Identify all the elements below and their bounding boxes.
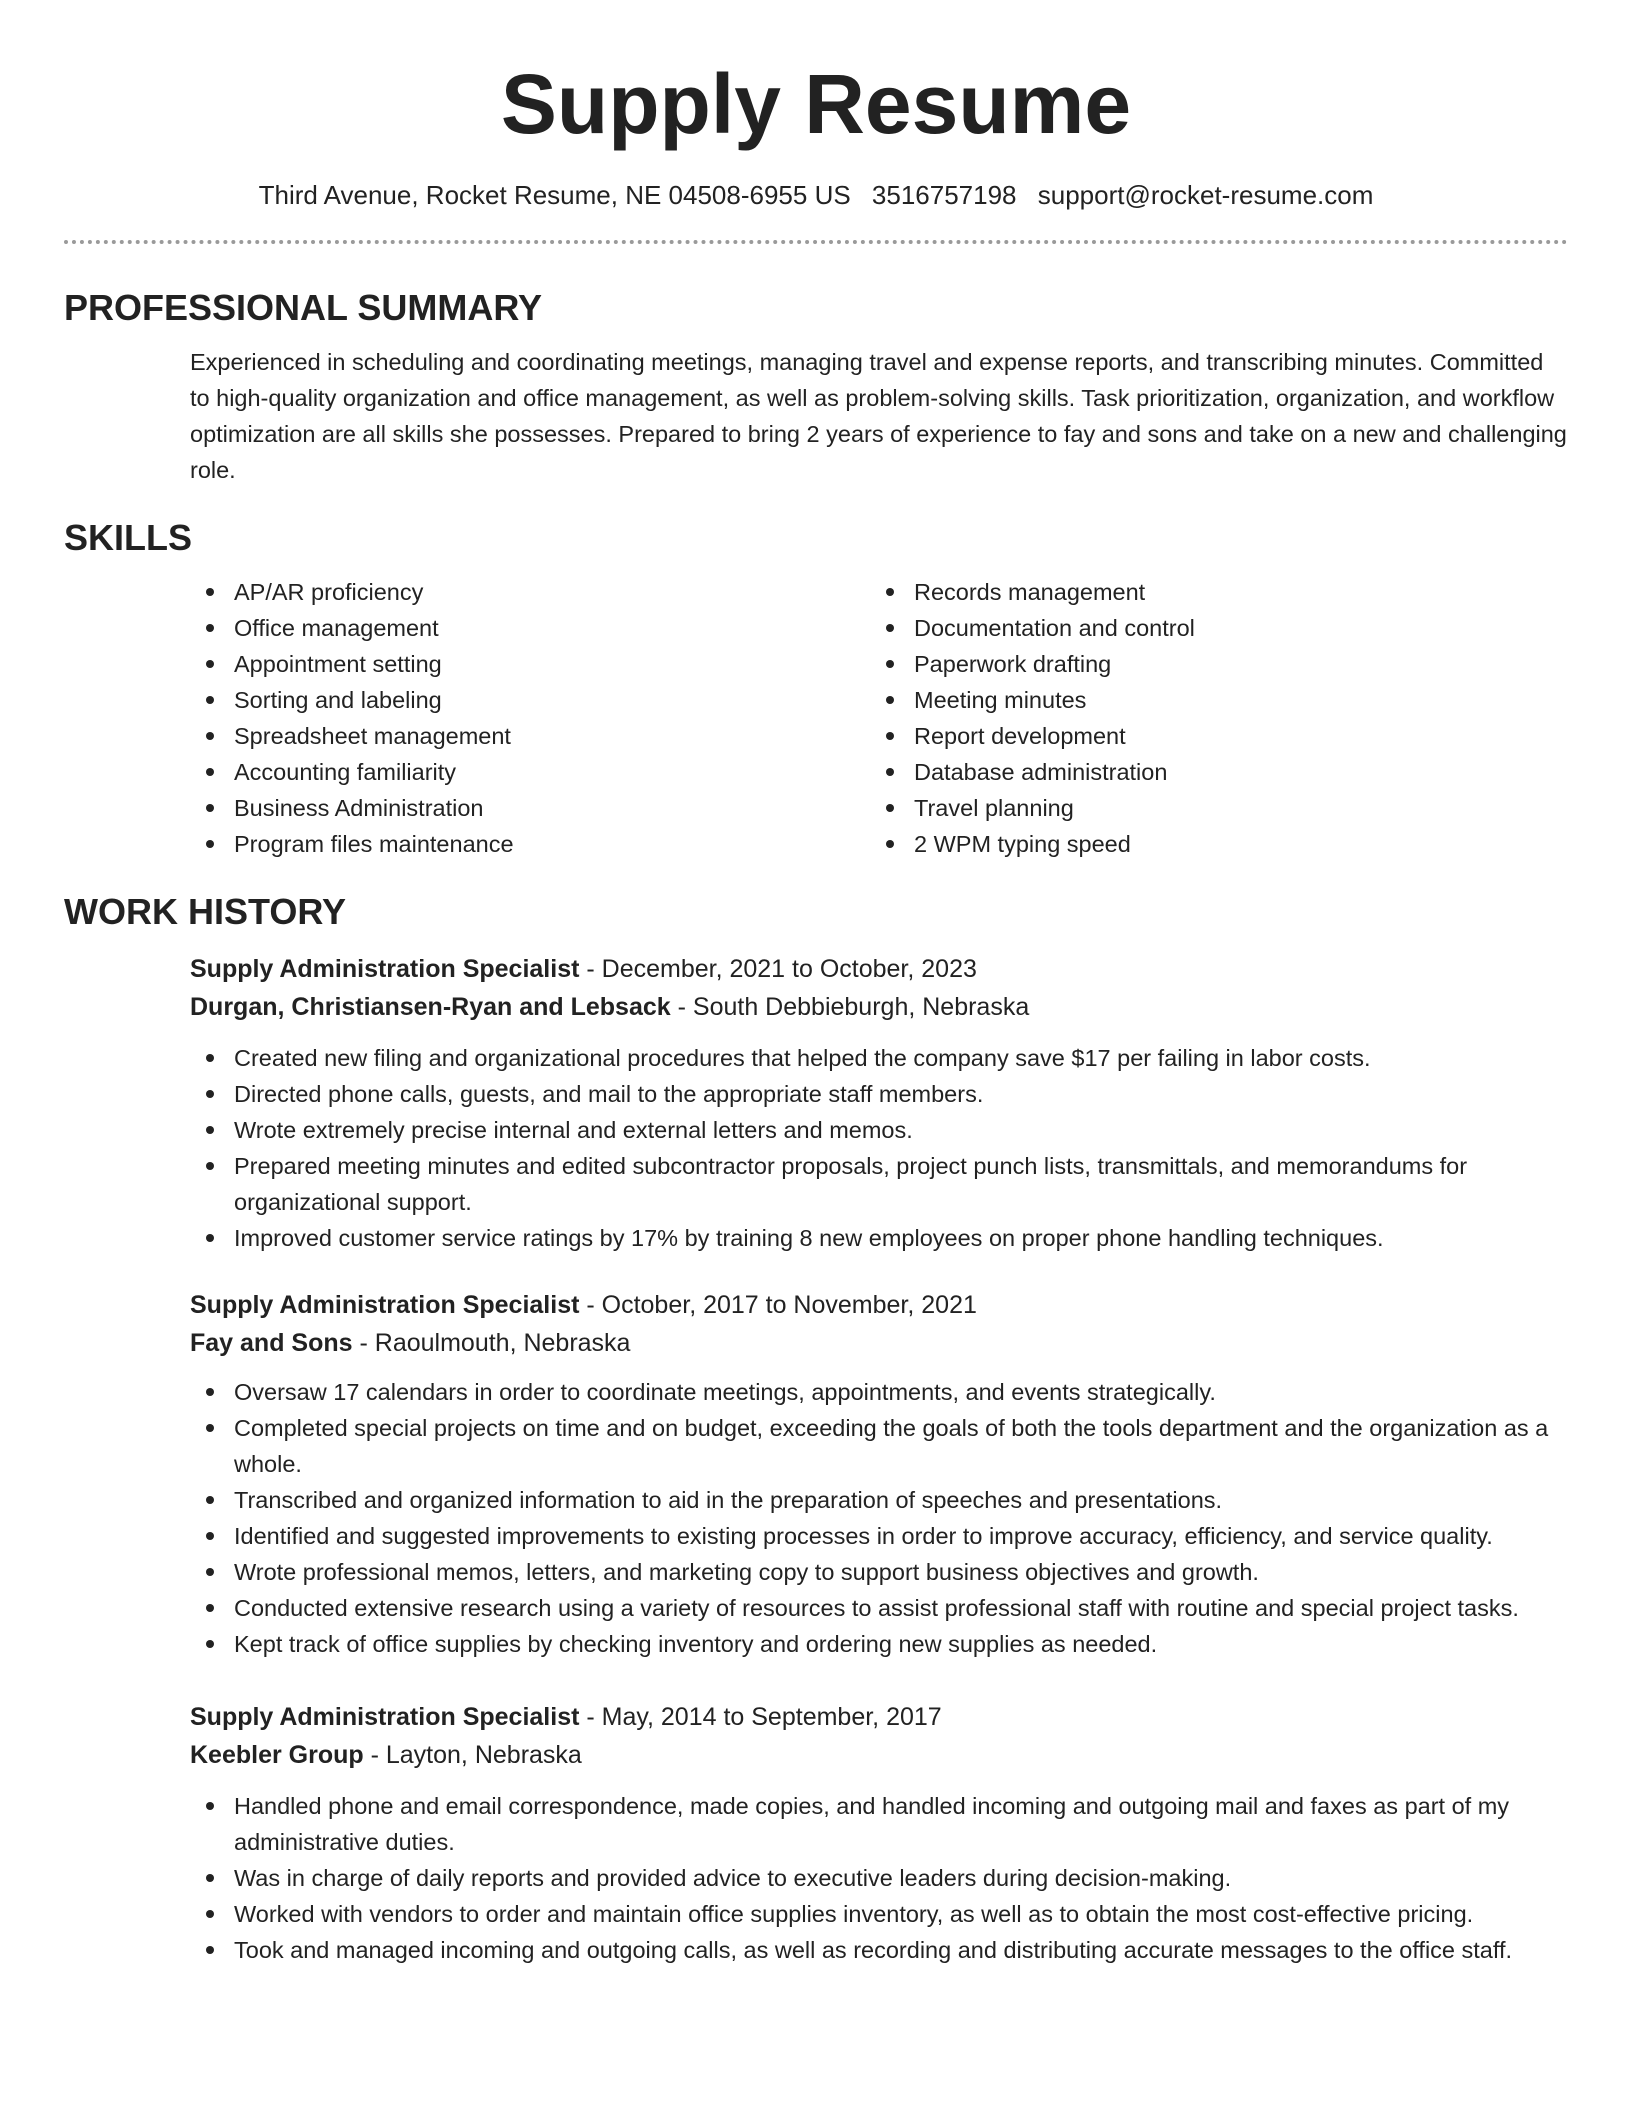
skill-item: Travel planning xyxy=(870,790,1550,826)
job-bullet: Oversaw 17 calendars in order to coordinate meetings, appointments, and events strategically. xyxy=(190,1374,1568,1410)
section-title-skills: SKILLS xyxy=(64,517,193,558)
job-role: Supply Administration Specialist xyxy=(190,955,580,983)
job-dates: - October, 2017 to November, 2021 xyxy=(579,1291,977,1319)
job-bullet: Wrote professional memos, letters, and marketing copy to support business objectives and growth. xyxy=(190,1554,1568,1590)
job-bullet: Worked with vendors to order and maintain office supplies inventory, as well as to obtain the most cost-effective pricing. xyxy=(190,1896,1568,1932)
job-title-line xyxy=(190,950,1568,988)
skill-item: 2 WPM typing speed xyxy=(870,826,1550,862)
job-bullet: Handled phone and email correspondence, made copies, and handled incoming and outgoing mail and faxes as part of my administrative duties. xyxy=(190,1788,1568,1860)
contact-address: Third Avenue, Rocket Resume, NE 04508-6955 US xyxy=(258,180,851,210)
skill-item: Records management xyxy=(870,574,1550,610)
job-bullet: Created new filing and organizational procedures that helped the company save $17 per failing in labor costs. xyxy=(190,1040,1568,1076)
job-dates: - May, 2014 to September, 2017 xyxy=(579,1703,942,1731)
job-company-line xyxy=(190,1736,1568,1774)
job-company: Durgan, Christiansen-Ryan and Lebsack xyxy=(190,993,671,1021)
job-location: - Raoulmouth, Nebraska xyxy=(352,1329,631,1357)
job-bullet: Identified and suggested improvements to existing processes in order to improve accuracy, efficiency, and service quality. xyxy=(190,1518,1568,1554)
job-location: - South Debbieburgh, Nebraska xyxy=(670,993,1030,1021)
job-bullet: Completed special projects on time and on budget, exceeding the goals of both the tools department and the organization as a whole. xyxy=(190,1410,1568,1482)
job-bullets xyxy=(190,1788,1568,1968)
skill-item: Sorting and labeling xyxy=(190,682,870,718)
job-bullet: Improved customer service ratings by 17% by training 8 new employees on proper phone handling techniques. xyxy=(190,1220,1568,1256)
skill-item: Documentation and control xyxy=(870,610,1550,646)
job-bullets xyxy=(190,1374,1568,1662)
job-company-line xyxy=(190,1324,1568,1362)
skills-column-right xyxy=(870,574,1550,862)
header-divider xyxy=(64,240,1568,244)
job-bullet: Was in charge of daily reports and provided advice to executive leaders during decision-making. xyxy=(190,1860,1568,1896)
job-role: Supply Administration Specialist xyxy=(190,1703,580,1731)
skill-item: Accounting familiarity xyxy=(190,754,870,790)
job-title-line xyxy=(190,1698,1568,1736)
skill-item: Report development xyxy=(870,718,1550,754)
skill-item: Appointment setting xyxy=(190,646,870,682)
skill-item: Meeting minutes xyxy=(870,682,1550,718)
skills-list xyxy=(190,574,1568,862)
contact-email: support@rocket-resume.com xyxy=(1037,180,1374,210)
job-bullet: Conducted extensive research using a variety of resources to assist professional staff with routine and special project tasks. xyxy=(190,1590,1568,1626)
job-role: Supply Administration Specialist xyxy=(190,1291,580,1319)
summary-text: Experienced in scheduling and coordinating meetings, managing travel and expense reports, and transcribing minutes. Committed to high-quality organization and office management, as well as problem-solving skills. Task prioritization, organization, and workflow optimization are all skills she possesses. Prepared to bring 2 years of experience to fay and sons and take on a new and challenging role. xyxy=(190,349,1567,483)
skill-item: Business Administration xyxy=(190,790,870,826)
job-bullet: Prepared meeting minutes and edited subcontractor proposals, project punch lists, transmittals, and memorandums for organizational support. xyxy=(190,1148,1568,1220)
job-bullet: Wrote extremely precise internal and external letters and memos. xyxy=(190,1112,1568,1148)
job-company: Keebler Group xyxy=(190,1741,364,1769)
job-title-line xyxy=(190,1286,1568,1324)
contact-line xyxy=(64,178,1568,212)
job-company-line xyxy=(190,988,1568,1026)
job-bullets xyxy=(190,1040,1568,1256)
job-dates: - December, 2021 to October, 2023 xyxy=(579,955,977,983)
job-entry xyxy=(190,1698,1568,1968)
job-location: - Layton, Nebraska xyxy=(363,1741,582,1769)
skills-column-left xyxy=(190,574,870,862)
skill-item: Office management xyxy=(190,610,870,646)
section-title-work-history: WORK HISTORY xyxy=(64,891,347,932)
resume-page xyxy=(64,0,1568,1968)
job-bullet: Directed phone calls, guests, and mail to the appropriate staff members. xyxy=(190,1076,1568,1112)
job-bullet: Took and managed incoming and outgoing calls, as well as recording and distributing accurate messages to the office staff. xyxy=(190,1932,1568,1968)
skill-item: Database administration xyxy=(870,754,1550,790)
skill-item: Spreadsheet management xyxy=(190,718,870,754)
resume-name: Supply Resume xyxy=(500,57,1132,151)
job-entry xyxy=(190,1286,1568,1662)
skill-item: Paperwork drafting xyxy=(870,646,1550,682)
section-title-summary: PROFESSIONAL SUMMARY xyxy=(64,287,543,328)
job-bullet: Transcribed and organized information to aid in the preparation of speeches and presentations. xyxy=(190,1482,1568,1518)
job-bullet: Kept track of office supplies by checking inventory and ordering new supplies as needed. xyxy=(190,1626,1568,1662)
job-entry xyxy=(190,950,1568,1256)
skill-item: Program files maintenance xyxy=(190,826,870,862)
job-company: Fay and Sons xyxy=(190,1329,353,1357)
contact-phone: 3516757198 xyxy=(871,180,1017,210)
skill-item: AP/AR proficiency xyxy=(190,574,870,610)
